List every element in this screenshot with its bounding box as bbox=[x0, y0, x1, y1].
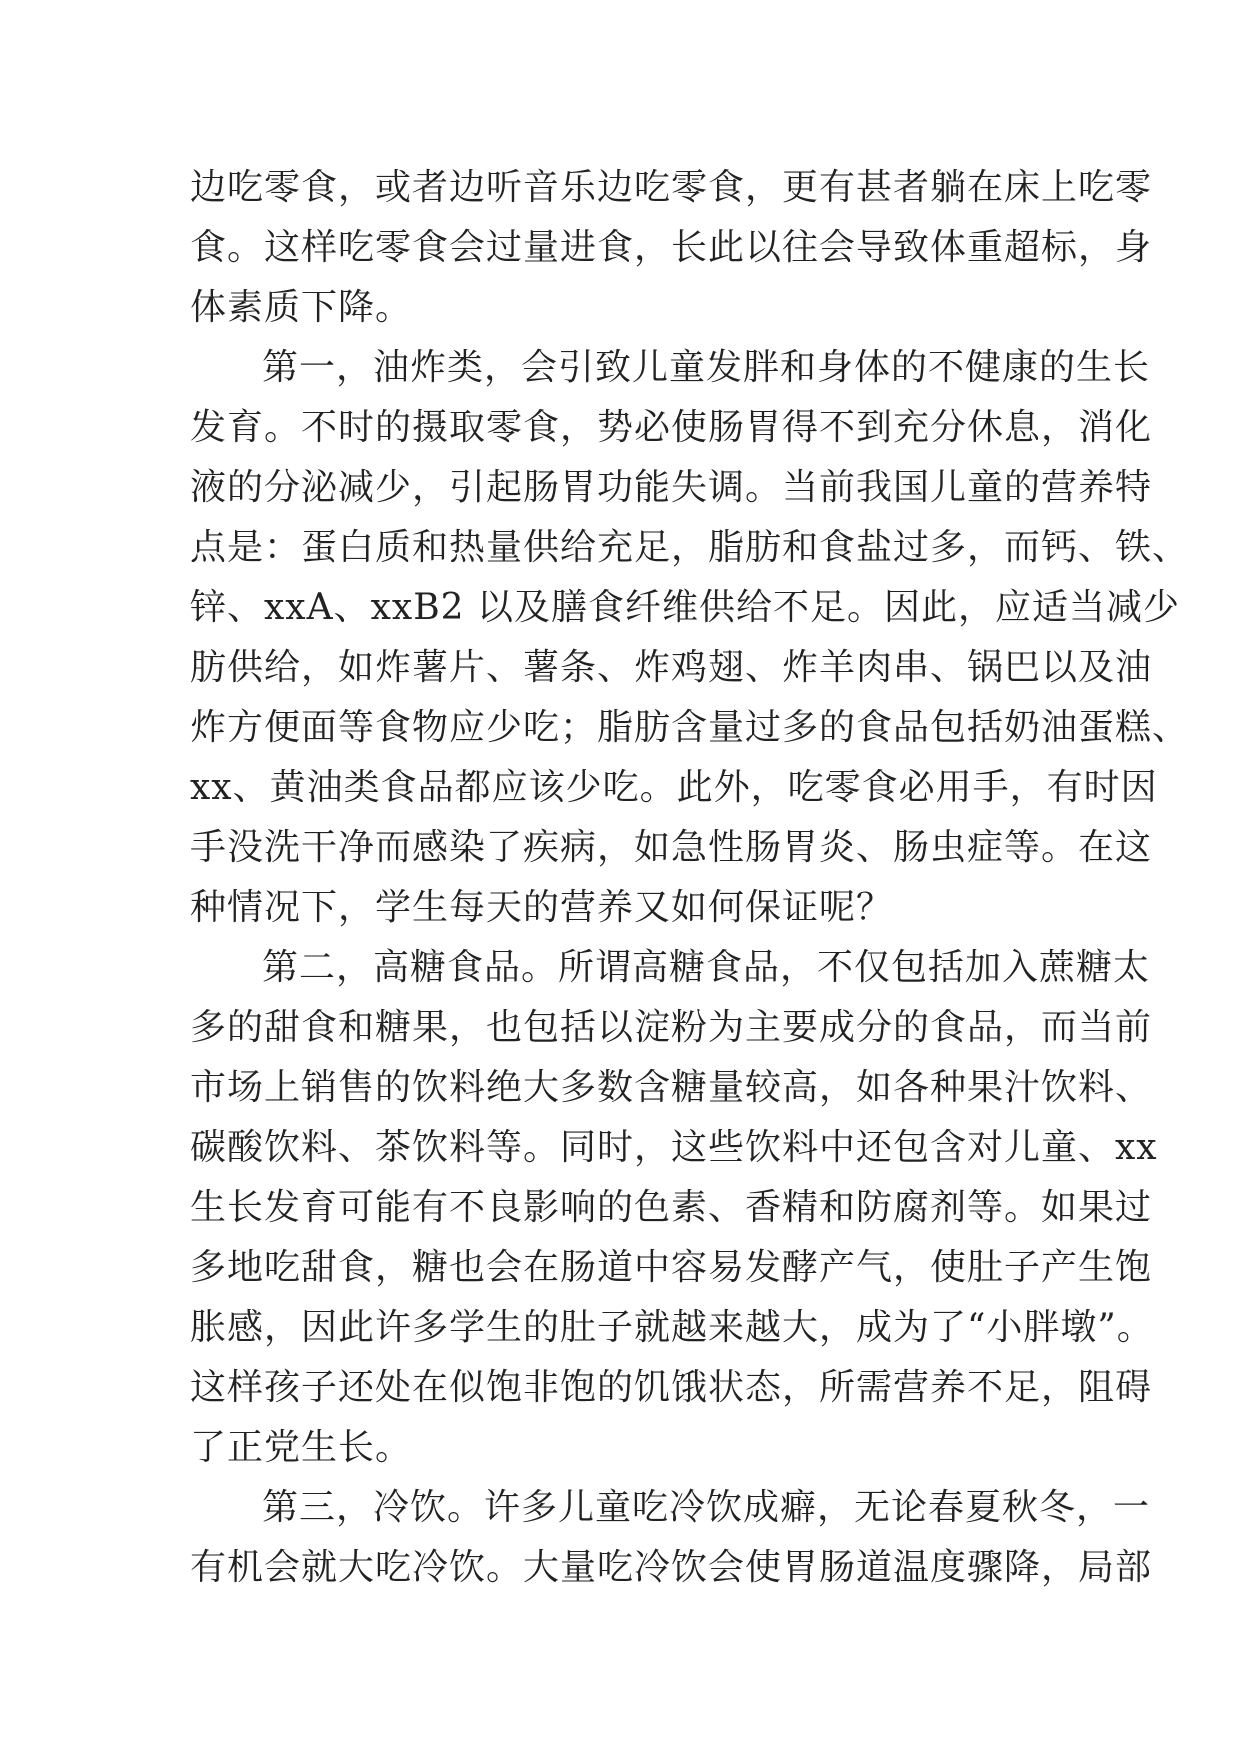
text-line: 第三，冷饮。许多儿童吃冷饮成癖，无论春夏秋冬，一 bbox=[262, 1487, 1151, 1528]
text-line: 市场上销售的饮料绝大多数含糖量较高，如各种果汁饮料、 bbox=[190, 1067, 1153, 1108]
text-line: 手没洗干净而感染了疾病，如急性肠胃炎、肠虫症等。在这 bbox=[190, 827, 1153, 868]
text-line: 点是：蛋白质和热量供给充足，脂肪和食盐过多，而钙、铁、 bbox=[190, 527, 1190, 568]
text-line: 边吃零食，或者边听音乐边吃零食，更有甚者躺在床上吃零 bbox=[190, 167, 1153, 208]
text-line: 了正党生长。 bbox=[190, 1427, 413, 1468]
text-line: 碳酸饮料、茶饮料等。同时，这些饮料中还包含对儿童、xx bbox=[190, 1127, 1158, 1168]
text-line: 体素质下降。 bbox=[190, 287, 413, 328]
text-line: 食。这样吃零食会过量进食，长此以往会导致体重超标，身 bbox=[190, 227, 1153, 268]
text-line: 种情况下，学生每天的营养又如何保证呢？ bbox=[190, 887, 894, 928]
document-body bbox=[190, 158, 1190, 1598]
text-line: 有机会就大吃冷饮。大量吃冷饮会使胃肠道温度骤降，局部 bbox=[190, 1547, 1153, 1588]
text-line: 第一，油炸类，会引致儿童发胖和身体的不健康的生长 bbox=[262, 347, 1151, 388]
text-line: 液的分泌减少，引起肠胃功能失调。当前我国儿童的营养特 bbox=[190, 467, 1153, 508]
text-line: 肪供给，如炸薯片、薯条、炸鸡翅、炸羊肉串、锅巴以及油 bbox=[190, 647, 1153, 688]
text-line: 炸方便面等食物应少吃；脂肪含量过多的食品包括奶油蛋糕、 bbox=[190, 707, 1190, 748]
text-line: 这样孩子还处在似饱非饱的饥饿状态，所需营养不足，阻碍 bbox=[190, 1367, 1153, 1408]
text-line: 多地吃甜食，糖也会在肠道中容易发酵产气，使肚子产生饱 bbox=[190, 1247, 1153, 1288]
text-line: 发育。不时的摄取零食，势必使肠胃得不到充分休息，消化 bbox=[190, 407, 1153, 448]
text-line: 多的甜食和糖果，也包括以淀粉为主要成分的食品，而当前 bbox=[190, 1007, 1153, 1048]
text-line: xx、黄油类食品都应该少吃。此外，吃零食必用手，有时因 bbox=[190, 767, 1158, 808]
text-line: 胀感，因此许多学生的肚子就越来越大，成为了“小胖墩”。 bbox=[190, 1307, 1154, 1348]
text-line: 生长发育可能有不良影响的色素、香精和防腐剂等。如果过 bbox=[190, 1187, 1153, 1228]
text-line: 第二，高糖食品。所谓高糖食品，不仅包括加入蔗糖太 bbox=[262, 947, 1151, 988]
text-line: 锌、xxA、xxB2 以及膳食纤维供给不足。因此，应适当减少 bbox=[190, 587, 1181, 628]
